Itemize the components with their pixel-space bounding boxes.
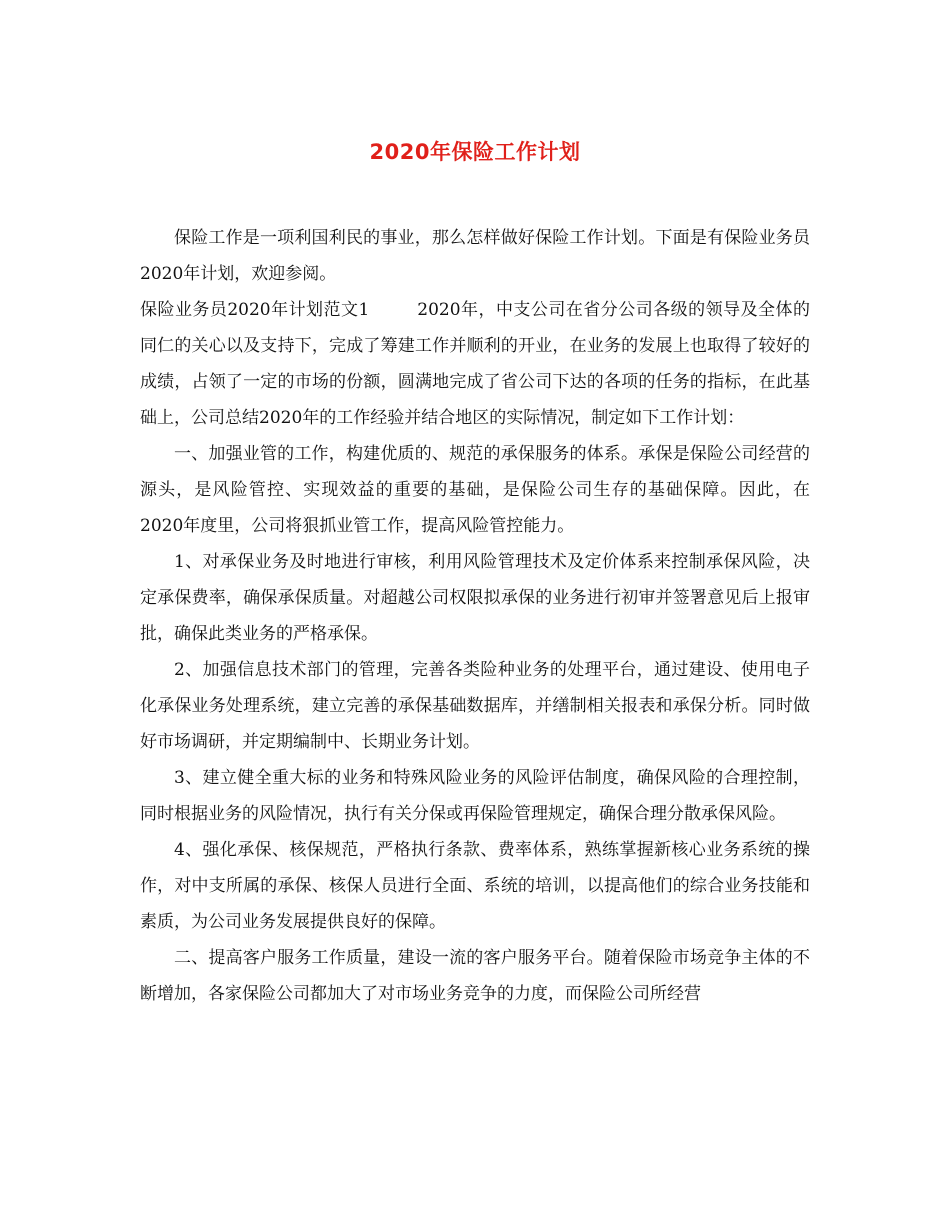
paragraph-item-1: 1、对承保业务及时地进行审核，利用风险管理技术及定价体系来控制承保风险，决定承保费率，确保承保质量。对超越公司权限拟承保的业务进行初审并签署意见后上报审批，确保此类业务的严格承保。 xyxy=(140,552,810,644)
sample-text: 2020年，中支公司在省分公司各级的领导及全体的同仁的关心以及支持下，完成了筹建工作并顺利的开业，在业务的发展上也取得了较好的成绩，占领了一定的市场的份额，圆满地完成了省公司下达的各项的任务的指标，在此基础上，公司总结2020年的工作经验并结合地区的实际情况，制定如下工作计划： xyxy=(140,300,810,428)
sample-label: 保险业务员2020年计划范文1 xyxy=(140,300,370,320)
paragraph-item-4: 4、强化承保、核保规范，严格执行条款、费率体系，熟练掌握新核心业务系统的操作，对中支所属的承保、核保人员进行全面、系统的培训，以提高他们的综合业务技能和素质，为公司业务发展提供良好的保障。 xyxy=(140,840,810,932)
document-body xyxy=(140,220,810,1012)
document-title: 2020年保险工作计划 xyxy=(369,140,581,164)
paragraph-item-3: 3、建立健全重大标的业务和特殊风险业务的风险评估制度，确保风险的合理控制，同时根据业务的风险情况，执行有关分保或再保险管理规定，确保合理分散承保风险。 xyxy=(140,768,810,824)
paragraph-section-2: 二、提高客户服务工作质量，建设一流的客户服务平台。随着保险市场竞争主体的不断增加，各家保险公司都加大了对市场业务竞争的力度，而保险公司所经营 xyxy=(140,948,810,1004)
intro-paragraph: 保险工作是一项利国利民的事业，那么怎样做好保险工作计划。下面是有保险业务员2020年计划，欢迎参阅。 xyxy=(140,228,810,284)
paragraph-item-2: 2、加强信息技术部门的管理，完善各类险种业务的处理平台，通过建设、使用电子化承保业务处理系统，建立完善的承保基础数据库，并缮制相关报表和承保分析。同时做好市场调研，并定期编制中、长期业务计划。 xyxy=(140,660,810,752)
paragraph-section-1: 一、加强业管的工作，构建优质的、规范的承保服务的体系。承保是保险公司经营的源头，是风险管控、实现效益的重要的基础，是保险公司生存的基础保障。因此，在2020年度里，公司将狠抓业管工作，提高风险管控能力。 xyxy=(140,444,810,536)
sample-paragraph xyxy=(140,292,810,436)
